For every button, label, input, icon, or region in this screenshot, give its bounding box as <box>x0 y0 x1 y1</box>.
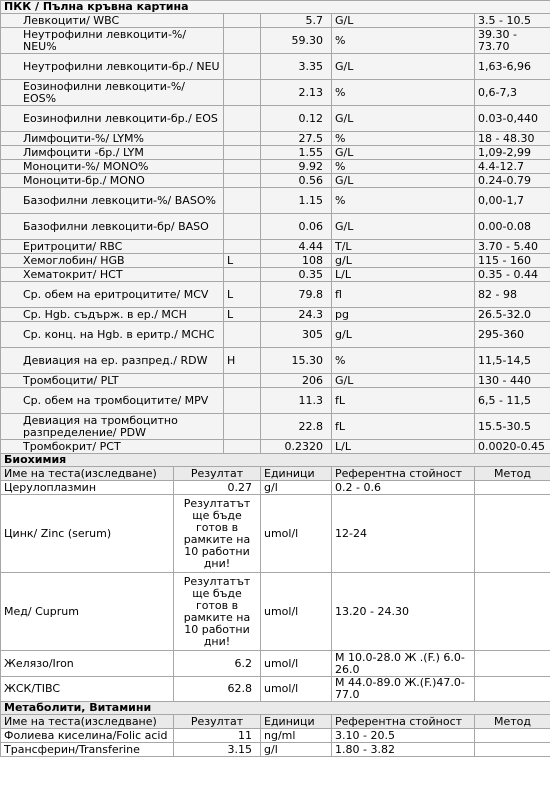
unit: g/L <box>332 322 475 348</box>
section-title: ПКК / Пълна кръвна картина <box>1 1 550 14</box>
reference-range: 0.0020-0.45 <box>475 440 550 454</box>
flag: L <box>224 308 261 322</box>
test-name: Трансферин/Transferine <box>1 743 174 757</box>
reference-range: 82 - 98 <box>475 282 550 308</box>
method-cell <box>475 743 550 757</box>
unit: g/l <box>261 481 332 495</box>
result-value: Резултатът ще бъде готов в рамките на 10 работни дни! <box>174 573 261 651</box>
result-value: 108 <box>261 254 332 268</box>
flag: L <box>224 282 261 308</box>
reference-range: 39.30 - 73.70 <box>475 28 550 54</box>
unit: % <box>332 160 475 174</box>
method-cell <box>475 495 550 573</box>
method-cell <box>475 481 550 495</box>
test-name: Еритроцити/ RBC <box>1 240 224 254</box>
table-row <box>1 282 550 308</box>
reference-range: 11,5-14,5 <box>475 348 550 374</box>
unit: G/L <box>332 174 475 188</box>
unit: umol/l <box>261 573 332 651</box>
test-name: Фолиева киселина/Folic acid <box>1 729 174 743</box>
table-row <box>1 106 550 132</box>
reference-range: 1,63-6,96 <box>475 54 550 80</box>
table-row <box>1 481 550 495</box>
result-value: 5.7 <box>261 14 332 28</box>
unit: L/L <box>332 268 475 282</box>
reference-range: 115 - 160 <box>475 254 550 268</box>
unit: % <box>332 28 475 54</box>
unit: G/L <box>332 374 475 388</box>
flag <box>224 14 261 28</box>
table-row <box>1 28 550 54</box>
result-value: 2.13 <box>261 80 332 106</box>
col-header-result: Резултат <box>174 467 261 481</box>
col-header-result: Резултат <box>174 715 261 729</box>
reference-range: 26.5-32.0 <box>475 308 550 322</box>
unit: % <box>332 80 475 106</box>
test-name: Моноцити-%/ MONO% <box>1 160 224 174</box>
result-value: 6.2 <box>174 651 261 677</box>
reference-range: 0,00-1,7 <box>475 188 550 214</box>
result-value: 11 <box>174 729 261 743</box>
table-row <box>1 132 550 146</box>
test-name: Девиация на тромбоцитно разпределение/ PDW <box>1 414 224 440</box>
test-name: Церулоплазмин <box>1 481 174 495</box>
result-value: 1.55 <box>261 146 332 160</box>
test-name: Девиация на ер. разпред./ RDW <box>1 348 224 374</box>
result-value: 4.44 <box>261 240 332 254</box>
test-name: Желязо/Iron <box>1 651 174 677</box>
result-value: 3.35 <box>261 54 332 80</box>
header-row <box>1 467 550 481</box>
result-value: 11.3 <box>261 388 332 414</box>
col-header-units: Единици <box>261 715 332 729</box>
test-name: Лимфоцити-%/ LYM% <box>1 132 224 146</box>
flag <box>224 160 261 174</box>
reference-range: 130 - 440 <box>475 374 550 388</box>
table-row <box>1 651 550 677</box>
table-row <box>1 440 550 454</box>
flag <box>224 146 261 160</box>
flag <box>224 188 261 214</box>
unit: g/L <box>332 254 475 268</box>
unit: umol/l <box>261 495 332 573</box>
reference-range: 0.00-0.08 <box>475 214 550 240</box>
test-name: Моноцити-бр./ MONO <box>1 174 224 188</box>
test-name: Ср. Hgb. съдърж. в ер./ MCH <box>1 308 224 322</box>
section-title-row <box>1 1 550 14</box>
col-header-test: Име на теста(изследване) <box>1 715 174 729</box>
section-title-row <box>1 702 550 715</box>
table-row <box>1 14 550 28</box>
flag <box>224 374 261 388</box>
table-row <box>1 254 550 268</box>
test-name: Хематокрит/ HCT <box>1 268 224 282</box>
result-value: 3.15 <box>174 743 261 757</box>
unit: g/l <box>261 743 332 757</box>
unit: umol/l <box>261 651 332 677</box>
unit: pg <box>332 308 475 322</box>
table-row <box>1 268 550 282</box>
reference-range: 4.4-12.7 <box>475 160 550 174</box>
result-value: 0.06 <box>261 214 332 240</box>
test-name: Хемоглобин/ HGB <box>1 254 224 268</box>
col-header-units: Единици <box>261 467 332 481</box>
unit: L/L <box>332 440 475 454</box>
result-value: 59.30 <box>261 28 332 54</box>
col-header-test: Име на теста(изследване) <box>1 467 174 481</box>
table-row <box>1 240 550 254</box>
table-row <box>1 308 550 322</box>
table-row <box>1 374 550 388</box>
flag <box>224 268 261 282</box>
result-value: 206 <box>261 374 332 388</box>
reference-range: 3.5 - 10.5 <box>475 14 550 28</box>
test-name: Неутрофилни левкоцити-%/ NEU% <box>1 28 224 54</box>
header-row <box>1 715 550 729</box>
result-value: 0.35 <box>261 268 332 282</box>
table-row <box>1 414 550 440</box>
result-value: 9.92 <box>261 160 332 174</box>
table-row <box>1 495 550 573</box>
reference-range: 1.80 - 3.82 <box>332 743 475 757</box>
result-value: 0.27 <box>174 481 261 495</box>
table-row <box>1 729 550 743</box>
unit: G/L <box>332 14 475 28</box>
reference-range: 0.2 - 0.6 <box>332 481 475 495</box>
section-title: Метаболити, Витамини <box>1 702 550 715</box>
test-name: Ср. обем на еритроцитите/ MCV <box>1 282 224 308</box>
flag <box>224 80 261 106</box>
table-row <box>1 174 550 188</box>
unit: G/L <box>332 106 475 132</box>
result-value: 0.2320 <box>261 440 332 454</box>
result-value: Резултатът ще бъде готов в рамките на 10 работни дни! <box>174 495 261 573</box>
reference-range: 6,5 - 11,5 <box>475 388 550 414</box>
flag <box>224 132 261 146</box>
flag <box>224 174 261 188</box>
reference-range: 15.5-30.5 <box>475 414 550 440</box>
test-name: Цинк/ Zinc (serum) <box>1 495 174 573</box>
flag <box>224 214 261 240</box>
col-header-reference: Референтна стойност <box>332 715 475 729</box>
test-name: Еозинофилни левкоцити-бр./ EOS <box>1 106 224 132</box>
flag <box>224 240 261 254</box>
reference-range: 3.10 - 20.5 <box>332 729 475 743</box>
unit: % <box>332 188 475 214</box>
unit: fL <box>332 388 475 414</box>
col-header-method: Метод <box>475 715 550 729</box>
flag <box>224 54 261 80</box>
flag <box>224 440 261 454</box>
table-row <box>1 322 550 348</box>
reference-range: М 10.0-28.0 Ж .(F.) 6.0-26.0 <box>332 651 475 677</box>
reference-range: 0.24-0.79 <box>475 174 550 188</box>
result-value: 79.8 <box>261 282 332 308</box>
reference-range: 0.03-0,440 <box>475 106 550 132</box>
table-row <box>1 388 550 414</box>
unit: G/L <box>332 54 475 80</box>
flag <box>224 28 261 54</box>
reference-range: 3.70 - 5.40 <box>475 240 550 254</box>
table-row <box>1 677 550 702</box>
table-row <box>1 188 550 214</box>
test-name: Тромбоцити/ PLT <box>1 374 224 388</box>
reference-range: 295-360 <box>475 322 550 348</box>
test-name: ЖСК/TIBC <box>1 677 174 702</box>
test-name: Базофилни левкоцити-%/ BASO% <box>1 188 224 214</box>
reference-range: 13.20 - 24.30 <box>332 573 475 651</box>
result-value: 0.56 <box>261 174 332 188</box>
method-cell <box>475 573 550 651</box>
unit: T/L <box>332 240 475 254</box>
result-value: 62.8 <box>174 677 261 702</box>
reference-range: 18 - 48.30 <box>475 132 550 146</box>
reference-range: 0.35 - 0.44 <box>475 268 550 282</box>
result-value: 27.5 <box>261 132 332 146</box>
method-cell <box>475 729 550 743</box>
unit: fl <box>332 282 475 308</box>
unit: % <box>332 132 475 146</box>
reference-range: 0,6-7,3 <box>475 80 550 106</box>
table-row <box>1 146 550 160</box>
unit: % <box>332 348 475 374</box>
unit: G/L <box>332 146 475 160</box>
unit: umol/l <box>261 677 332 702</box>
flag: L <box>224 254 261 268</box>
test-name: Ср. обем на тромбоцитите/ MPV <box>1 388 224 414</box>
flag <box>224 322 261 348</box>
result-value: 15.30 <box>261 348 332 374</box>
result-value: 22.8 <box>261 414 332 440</box>
section-title-row <box>1 454 550 467</box>
table-row <box>1 348 550 374</box>
table-row <box>1 573 550 651</box>
table-row <box>1 54 550 80</box>
test-name: Левкоцити/ WBC <box>1 14 224 28</box>
table-row <box>1 160 550 174</box>
test-name: Ср. конц. на Hgb. в еритр./ MCHC <box>1 322 224 348</box>
result-value: 0.12 <box>261 106 332 132</box>
result-value: 24.3 <box>261 308 332 322</box>
test-name: Базофилни левкоцити-бр/ BASO <box>1 214 224 240</box>
reference-range: 1,09-2,99 <box>475 146 550 160</box>
table-row <box>1 743 550 757</box>
col-header-method: Метод <box>475 467 550 481</box>
test-name: Лимфоцити -бр./ LYM <box>1 146 224 160</box>
test-name: Неутрофилни левкоцити-бр./ NEU <box>1 54 224 80</box>
reference-range: М 44.0-89.0 Ж.(F.)47.0-77.0 <box>332 677 475 702</box>
unit: ng/ml <box>261 729 332 743</box>
test-name: Еозинофилни левкоцити-%/ EOS% <box>1 80 224 106</box>
test-name: Тромбокрит/ PCT <box>1 440 224 454</box>
table-row <box>1 214 550 240</box>
table-row <box>1 80 550 106</box>
unit: fL <box>332 414 475 440</box>
test-name: Мед/ Cuprum <box>1 573 174 651</box>
flag <box>224 106 261 132</box>
flag: H <box>224 348 261 374</box>
flag <box>224 388 261 414</box>
result-value: 1.15 <box>261 188 332 214</box>
method-cell <box>475 677 550 702</box>
result-value: 305 <box>261 322 332 348</box>
method-cell <box>475 651 550 677</box>
col-header-reference: Референтна стойност <box>332 467 475 481</box>
unit: G/L <box>332 214 475 240</box>
section-title: Биохимия <box>1 454 550 467</box>
reference-range: 12-24 <box>332 495 475 573</box>
flag <box>224 414 261 440</box>
